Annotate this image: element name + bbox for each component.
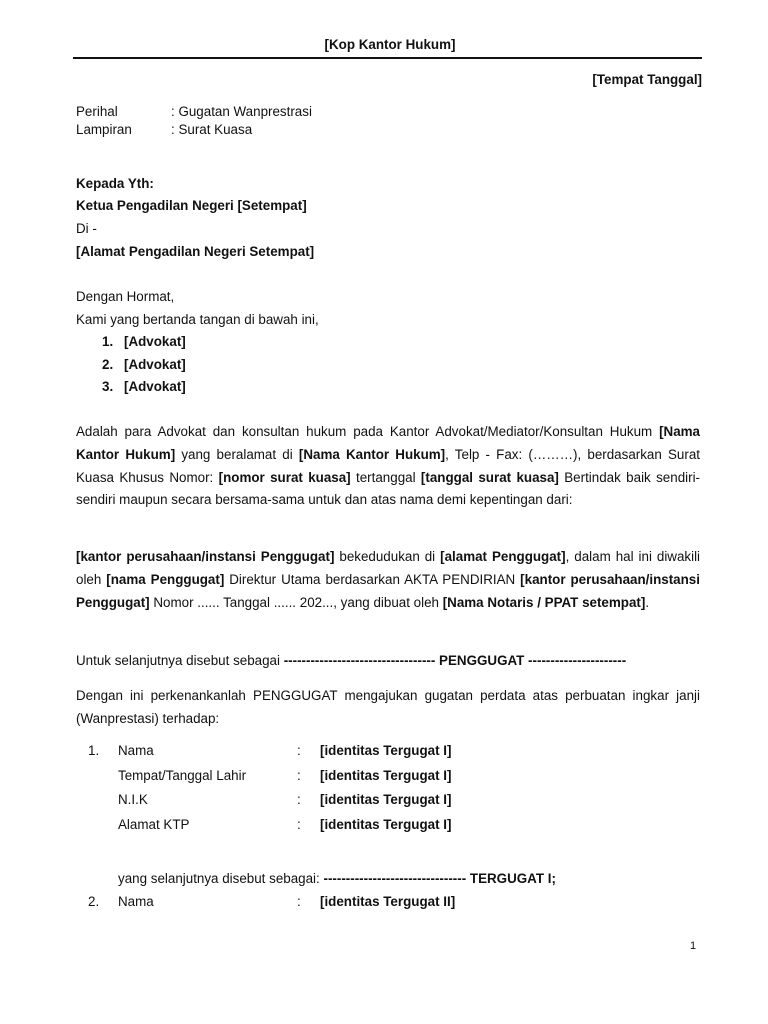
power-of-attorney-date: [tanggal surat kuasa] [420,469,559,485]
para-text: yang selanjutnya disebut sebagai: [118,871,324,886]
addressee-recipient: Ketua Pengadilan Negeri [Setempat] [76,198,307,213]
para-text: tertanggal [350,469,421,485]
field-label: Nama [118,894,154,909]
defendant-number: 1. [88,743,100,758]
letterhead-rule [73,57,702,59]
para-text: yang beralamat di [175,446,299,462]
para-text: bekedudukan di [334,549,441,564]
para-text: Nomor ...... Tanggal ...... 202..., yang dibuat oleh [149,594,443,610]
para-text: Bertindak baik sendiri-sendiri maupun secara bersama-sama untuk dan atas nama demi kepentingan dari: [76,469,701,508]
para-text: . [645,594,650,610]
field-value: [identitas Tergugat I] [320,817,452,832]
field-value: [identitas Tergugat I] [320,743,452,758]
field-colon: : [297,817,301,832]
claim-paragraph: Dengan ini perkenankanlah PENGGUGAT mengajukan gugatan perdata atas perbuatan ingkar janji (Wanprestasi) terhadap: [76,688,700,726]
para-text: Adalah para Advokat dan konsultan hukum pada Kantor Advokat/Mediator/Konsultan Hukum [76,424,660,439]
subject-label: Perihal [76,104,118,119]
letterhead-title: [Kop Kantor Hukum] [324,37,456,52]
field-colon: : [297,894,301,909]
plaintiff-name: [nama Penggugat] [106,571,225,587]
advocate-name: [Advokat] [124,379,186,394]
field-label: Alamat KTP [118,817,190,832]
field-value: [identitas Tergugat I] [320,792,452,807]
field-label: Tempat/Tanggal Lahir [118,768,247,783]
advocate-number: 1. [102,334,114,349]
greeting: Dengan Hormat, [76,289,175,304]
subject-value: : Gugatan Wanprestrasi [171,104,312,119]
advocate-name: [Advokat] [124,357,186,372]
advocate-name: [Advokat] [124,334,186,349]
page-number: 1 [690,940,697,952]
defendant-label: -------------------------------- TERGUGAT I; [323,871,556,886]
advocate-number: 3. [102,379,114,394]
field-label: Nama [118,743,154,758]
plaintiff-company-deed: [kantor perusahaan/instansi Penggugat] [76,571,700,610]
addressee-address: [Alamat Pengadilan Negeri Setempat] [76,244,315,259]
field-colon: : [297,743,301,758]
plaintiff-company: [kantor perusahaan/instansi Penggugat] [76,549,335,564]
plaintiff-designation [76,653,626,668]
defendant-number: 2. [88,894,100,909]
plaintiff-label: ---------------------------------- PENGGUGAT ---------------------- [283,653,627,668]
plaintiff-paragraph [76,546,700,614]
field-colon: : [297,792,301,807]
advocate-number: 2. [102,357,114,372]
field-value: [identitas Tergugat II] [320,894,456,909]
attachment-label: Lampiran [76,122,132,137]
plaintiff-address: [alamat Penggugat] [440,549,566,564]
field-label: N.I.K [118,792,148,807]
para-text: Direktur Utama berdasarkan AKTA PENDIRIAN [224,571,521,587]
notary-name: [Nama Notaris / PPAT setempat] [442,594,646,610]
attachment-value: : Surat Kuasa [171,122,253,137]
para-text: Untuk selanjutnya disebut sebagai [76,653,284,668]
field-colon: : [297,768,301,783]
power-of-attorney-number: [nomor surat kuasa] [218,469,351,485]
para-text: , dalam hal ini diwakili oleh [76,549,701,587]
intro-line: Kami yang bertanda tangan di bawah ini, [76,312,319,327]
law-firm-name: [Nama Kantor Hukum] [76,424,700,462]
field-value: [identitas Tergugat I] [320,768,452,783]
addressee-salutation: Kepada Yth: [76,176,154,191]
law-firm-address: [Nama Kantor Hukum] [298,446,446,462]
place-date: [Tempat Tanggal] [592,72,702,87]
addressee-di: Di - [76,221,97,236]
defendant-designation [118,871,556,886]
representation-paragraph [76,421,700,512]
para-text: , Telp - Fax: (………), berdasarkan Surat Kuasa Khusus Nomor: [76,446,700,485]
